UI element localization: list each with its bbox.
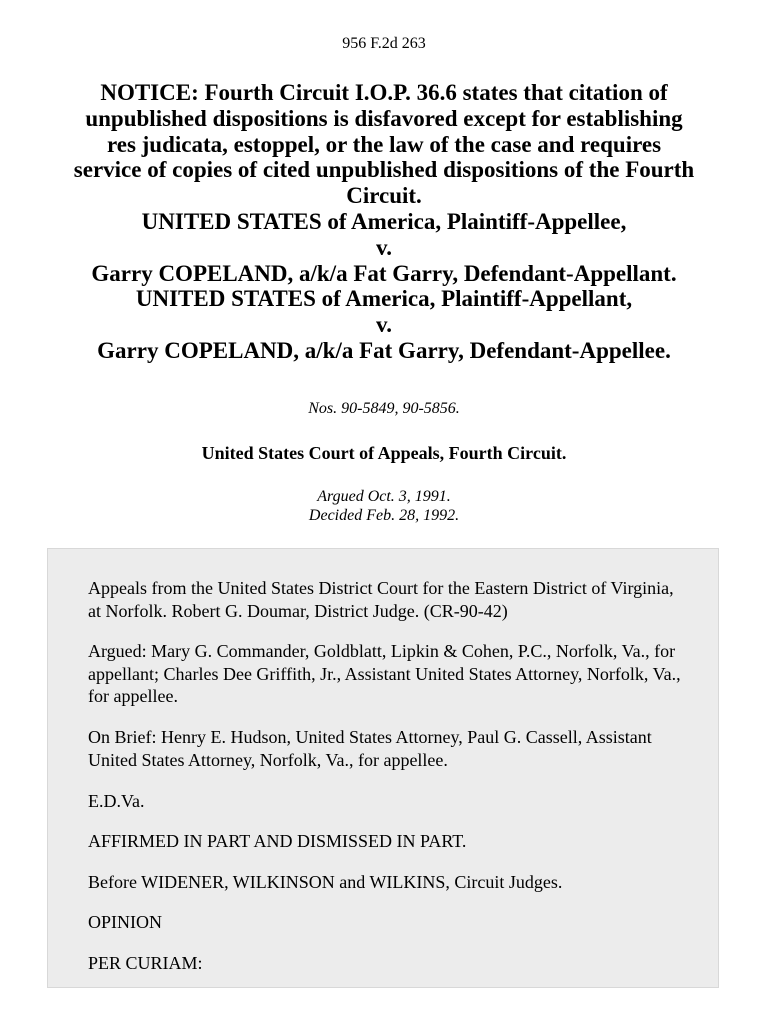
caption-line: UNITED STATES of America, Plaintiff-Appellant, [135, 286, 633, 312]
notice-line: Circuit. [346, 183, 422, 209]
caption-line: v. [376, 234, 392, 260]
counsel-on-brief: On Brief: Henry E. Hudson, United States Attorney, Paul G. Cassell, Assistant United States Attorney, Norfolk, Va., for appellee. [88, 727, 652, 770]
docket-numbers: Nos. 90-5849, 90-5856. [308, 400, 460, 417]
appeal-info: Appeals from the United States District Court for the Eastern District of Virginia, at Norfolk. Robert G. Doumar, District Judge. (CR-90-42) [88, 578, 674, 621]
decided-date: Decided Feb. 28, 1992. [308, 507, 460, 524]
disposition: AFFIRMED IN PART AND DISMISSED IN PART. [88, 831, 467, 851]
argued-date: Argued Oct. 3, 1991. [317, 488, 451, 505]
notice-line: service of copies of cited unpublished dispositions of the Fourth [73, 157, 695, 183]
caption-line: UNITED STATES of America, Plaintiff-Appellee, [141, 208, 627, 234]
notice-line: NOTICE: Fourth Circuit I.O.P. 36.6 states that citation of [100, 80, 668, 105]
caption-line: v. [376, 312, 392, 338]
per-curiam: PER CURIAM: [88, 953, 203, 973]
case-details-box [47, 548, 719, 988]
district-abbrev: E.D.Va. [88, 791, 145, 811]
citation: 956 F.2d 263 [342, 35, 426, 52]
case-title [40, 80, 728, 364]
notice-line: unpublished dispositions is disfavored except for establishing [85, 105, 683, 131]
caption-line: Garry COPELAND, a/k/a Fat Garry, Defendant-Appellee. [97, 337, 671, 363]
panel: Before WIDENER, WILKINSON and WILKINS, Circuit Judges. [88, 872, 563, 892]
caption-line: Garry COPELAND, a/k/a Fat Garry, Defendant-Appellant. [91, 260, 677, 286]
case-dates [0, 487, 768, 525]
opinion-heading: OPINION [88, 912, 162, 932]
notice-line: res judicata, estoppel, or the law of the case and requires [106, 131, 662, 157]
court-name: United States Court of Appeals, Fourth Circuit. [201, 443, 567, 463]
counsel-argued: Argued: Mary G. Commander, Goldblatt, Lipkin & Cohen, P.C., Norfolk, Va., for appellant; Charles Dee Griffith, Jr., Assistant United States Attorney, Norfolk, Va., for appellee. [88, 641, 681, 706]
